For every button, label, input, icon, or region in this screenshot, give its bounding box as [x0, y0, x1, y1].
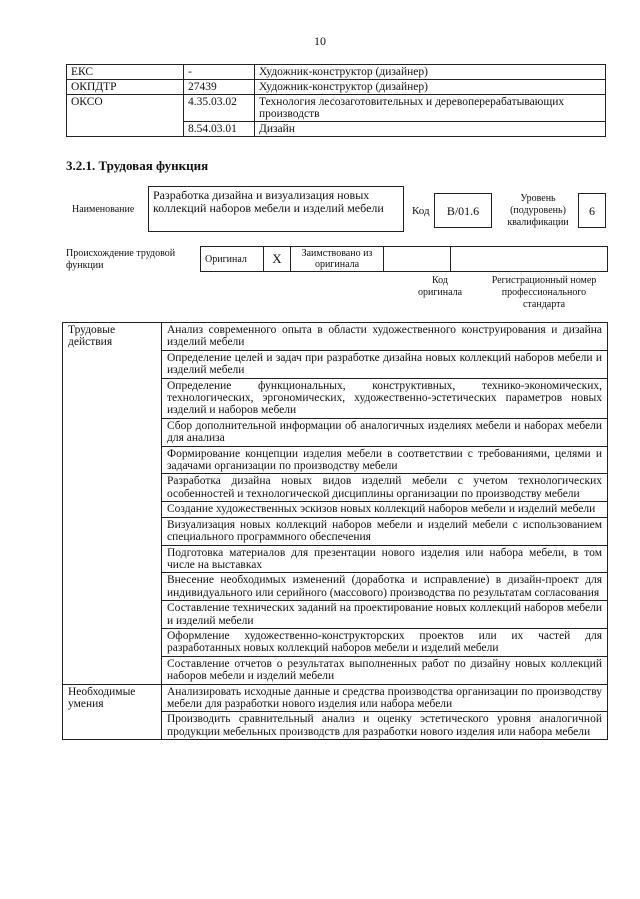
- labor-action: Формирование концепции изделия мебели в соответствии с требованиями, целями и задачами организации по производству мебели: [162, 446, 608, 474]
- skills-label: Необходимые умения: [63, 684, 162, 740]
- origin-original: Оригинал: [201, 247, 264, 272]
- title-cell: Технология лесозаготовительных и деревоперерабатывающих производств: [255, 95, 606, 122]
- skill-item: Анализировать исходные данные и средства производства организации по производству мебели для разработки нового изделия или набора мебели: [162, 684, 608, 712]
- labor-action: Визуализация новых коллекций наборов мебели и изделий мебели с использованием специального программного обеспечения: [162, 517, 608, 545]
- table-row: [67, 65, 606, 80]
- labor-action: Оформление художественно-конструкторских проектов или их частей для разработанных новых коллекций наборов мебели и изделий мебели: [162, 628, 608, 656]
- classification-table: [66, 64, 606, 137]
- origin-table: [200, 246, 608, 272]
- labor-action: Определение целей и задач при разработке дизайна новых коллекций наборов мебели и изделий мебели: [162, 350, 608, 378]
- title-cell: Художник-конструктор (дизайнер): [255, 80, 606, 95]
- code-value: B/01.6: [434, 193, 492, 228]
- page-number: 10: [314, 34, 326, 48]
- table-row: [67, 95, 606, 122]
- table-row: [67, 80, 606, 95]
- origin-borrowed: Заимствовано из оригинала: [291, 247, 384, 272]
- code-cell: -: [184, 65, 255, 80]
- labor-action: Сбор дополнительной информации об аналогичных изделиях мебели и наборах мебели для анализа: [162, 418, 608, 446]
- section-title: 3.2.1. Трудовая функция: [66, 158, 209, 173]
- name-label: Наименование: [72, 204, 135, 215]
- table-row: [63, 323, 608, 351]
- code-cell: 4.35.03.02: [184, 95, 255, 122]
- labor-actions-label: Трудовые действия: [63, 323, 162, 685]
- table-row: [63, 684, 608, 712]
- code-type-cell: ОКПДТР: [67, 80, 184, 95]
- labor-action: Создание художественных эскизов новых коллекций наборов мебели и изделий мебели: [162, 502, 608, 517]
- code-cell: 27439: [184, 80, 255, 95]
- origin-label: Происхождение трудовой функции: [66, 248, 176, 271]
- code-cell: 8.54.03.01: [184, 122, 255, 137]
- labor-action: Анализ современного опыта в области художественного конструирования и дизайна изделий мебели: [162, 323, 608, 351]
- table-row: [201, 247, 608, 272]
- origin-reg-cell: [451, 247, 608, 272]
- level-value: 6: [578, 193, 606, 228]
- labor-action: Подготовка материалов для презентации нового изделия или набора мебели, в том числе на выставках: [162, 545, 608, 573]
- origin-reg-caption: Регистрационный номер профессионального стандарта: [491, 275, 597, 310]
- title-cell: Художник-конструктор (дизайнер): [255, 65, 606, 80]
- code-type-cell: ЕКС: [67, 65, 184, 80]
- code-type-cell: ОКСО: [67, 95, 184, 137]
- labor-action: Определение функциональных, конструктивных, технико-экономических, технологических, эргономических, художественно-эстетических параметров новых изделий и наборов мебели: [162, 378, 608, 418]
- origin-code-cell: [384, 247, 451, 272]
- skill-item: Производить сравнительный анализ и оценку эстетического уровня аналогичной продукции мебельных производств для разработки нового изделия или набора мебели: [162, 712, 608, 740]
- code-label: Код: [412, 205, 430, 217]
- title-cell: Дизайн: [255, 122, 606, 137]
- level-label: Уровень (подуровень) квалификации: [507, 193, 569, 228]
- origin-code-caption: Код оригинала: [417, 275, 463, 298]
- labor-action: Внесение необходимых изменений (доработка и исправление) в дизайн-проект для индивидуального или серийного (массового) производства по результатам согласования: [162, 573, 608, 601]
- origin-mark: X: [264, 247, 291, 272]
- labor-action: Составление отчетов о результатах выполненных работ по дизайну новых коллекций наборов мебели и изделий мебели: [162, 656, 608, 684]
- function-details-table: [62, 322, 608, 740]
- labor-action: Разработка дизайна новых видов изделий мебели с учетом технологических особенностей и технологической дисциплины организации по производству мебели: [162, 474, 608, 502]
- function-name: Разработка дизайна и визуализация новых коллекций наборов мебели и изделий мебели: [148, 186, 404, 232]
- labor-action: Составление технических заданий на проектирование новых коллекций наборов мебели и изделий мебели: [162, 601, 608, 629]
